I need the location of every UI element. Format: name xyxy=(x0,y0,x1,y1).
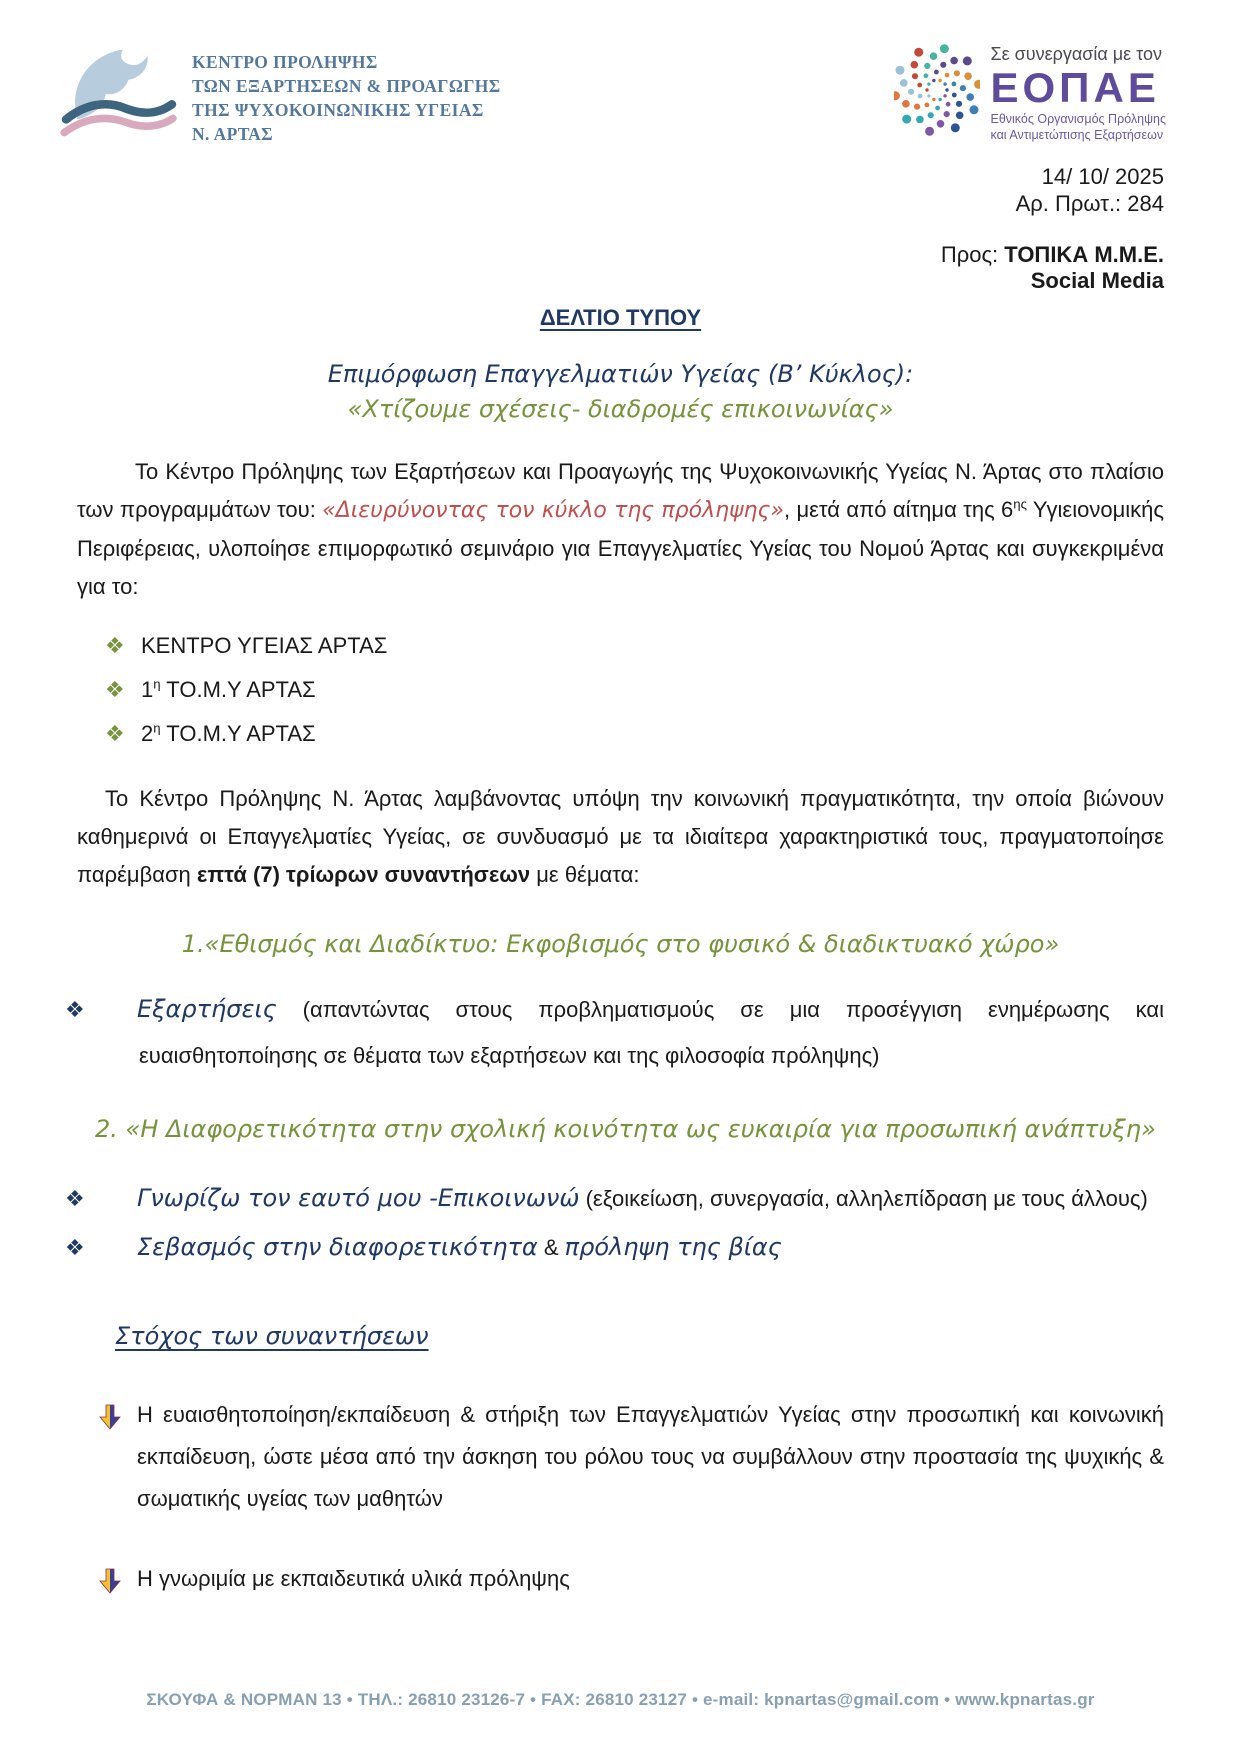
session-1-heading: 1.«Εθισμός και Διαδίκτυο: Εκφοβισμός στο φυσικό & διαδικτυακό χώρο» xyxy=(181,929,1060,958)
recipient-value-2: Social Media xyxy=(1030,268,1164,294)
org-name-line: ΤΗΣ ΨΥΧΟΚΟΙΝΩΝΙΚΗΣ ΥΓΕΙΑΣ xyxy=(192,100,484,121)
diamond-bullet-icon: ❖ xyxy=(105,632,125,658)
goal-item-1 xyxy=(77,1394,1164,1520)
footer-contact-line: ΣΚΟΥΦΑ & ΝΟΡΜΑΝ 13 • ΤΗΛ.: 26810 23126-7 • FAX: 26810 23127 • e-mail: kpnartas@gmail.com • www.kpnartas.gr xyxy=(146,1690,1095,1709)
diamond-bullet-icon: ❖ xyxy=(65,996,85,1022)
session-2-heading: 2. «Η Διαφορετικότητα στην σχολική κοινότητα ως ευκαιρία για προσωπική ανάπτυξη» xyxy=(95,1114,1156,1143)
body-paragraph-1 xyxy=(77,453,1164,606)
topic-description: (απαντώντας στους προβληματισμούς σε μια προσέγγιση ενημέρωσης και ευαισθητοποίησης σε θέματα των εξαρτήσεων και της φιλοσοφία πρόληψης) xyxy=(139,996,1164,1068)
topic-lead: Εξαρτήσεις xyxy=(137,994,277,1023)
eopae-subtitle-line: Εθνικός Οργανισμός Πρόληψης xyxy=(990,111,1166,126)
session-2-bullet-1 xyxy=(65,1176,1164,1221)
facility-name: ΚΕΝΤΡΟ ΥΓΕΙΑΣ ΑΡΤΑΣ xyxy=(141,632,388,658)
recipient-label: Προς: xyxy=(940,241,1005,267)
facility-name: ΤΟ.Μ.Υ ΑΡΤΑΣ xyxy=(160,720,316,746)
session-2-bullets xyxy=(65,1176,1164,1270)
org-name-line: ΚΕΝΤΡΟ ΠΡΟΛΗΨΗΣ xyxy=(192,52,378,72)
list-item xyxy=(77,712,1164,756)
recipient-line xyxy=(0,242,1164,269)
goal-item-2 xyxy=(77,1558,1164,1600)
session-2-bullet-2 xyxy=(65,1225,1164,1270)
ordinal-superscript: η xyxy=(153,676,161,692)
goals-heading: Στόχος των συναντήσεων xyxy=(115,1322,429,1351)
facility-name: ΤΟ.Μ.Υ ΑΡΤΑΣ xyxy=(160,676,316,702)
topic-lead: Γνωρίζω τον εαυτό μου -Επικοινωνώ xyxy=(137,1184,580,1213)
press-release-title: ΔΕΛΤΙΟ ΤΥΠΟΥ xyxy=(539,305,702,331)
prevention-center-logo xyxy=(60,40,501,149)
topic-description: (εξοικείωση, συνεργασία, αλληλεπίδραση με τους άλλους) xyxy=(579,1186,1148,1212)
eopae-logo xyxy=(894,38,1166,149)
partner-tagline: Σε συνεργασία με τον xyxy=(990,43,1163,64)
ordinal-superscript: η xyxy=(153,720,161,736)
topic-lead: Σεβασμός στην διαφορετικότητα xyxy=(137,1233,538,1262)
eopae-subtitle-line: και Αντιμετώπισης Εξαρτήσεων xyxy=(990,127,1164,142)
diamond-bullet-icon: ❖ xyxy=(105,720,125,746)
document-header xyxy=(0,0,1241,150)
paragraph1-text: Το Κέντρο Πρόληψης των Εξαρτήσεων και Προαγωγής της Ψυχοκοινωνικής Υγείας Ν. Άρτας στο πλαίσιο των προγραμμάτων του: xyxy=(77,458,1164,522)
document-body xyxy=(0,453,1241,1600)
arrow-bullet-icon xyxy=(99,1402,121,1444)
recipient-line-2 xyxy=(0,268,1164,295)
session-1-bullet xyxy=(65,986,1164,1079)
eopae-dots-icon xyxy=(894,38,980,149)
goal-text: Η ευαισθητοποίηση/εκπαίδευση & στήριξη των Επαγγελματιών Υγείας στην προσωπική και κοινωνική εκπαίδευση, ώστε μέσα από την άσκηση του ρόλου τους να συμβάλλουν στην προστασία της ψυχικής & σωματικής υγείας των μαθητών xyxy=(137,1402,1164,1512)
facility-number: 1 xyxy=(141,676,154,702)
paragraph1-text: , μετά από αίτημα της 6 xyxy=(783,496,1014,522)
org-name-line: ΤΩΝ ΕΞΑΡΤΗΣΕΩΝ & ΠΡΟΑΓΩΓΗΣ xyxy=(192,76,501,97)
recipient-value: ΤΟΠΙΚΑ Μ.Μ.Ε. xyxy=(1004,241,1164,267)
paragraph2-text: Το Κέντρο Πρόληψης Ν. Άρτας λαμβάνοντας υπόψη την κοινωνική πραγματικότητα, την οποία βιώνουν καθημερινά οι Επαγγελματίες Υγείας, σε συνδυασμό με τα ιδιαίτερα χαρακτηριστικά τους, πραγματοποίησε παρέμβαση xyxy=(77,785,1164,887)
sessions-count-bold: επτά (7) τρίωρων συναντήσεων xyxy=(196,861,531,887)
facility-number: 2 xyxy=(141,720,154,746)
seminar-title-line2: «Χτίζουμε σχέσεις- διαδρομές επικοινωνίας» xyxy=(347,395,894,424)
seminar-title-line1: Επιμόρφωση Επαγγελματιών Υγείας (Β’ Κύκλος): xyxy=(327,360,914,389)
org-name-line: Ν. ΑΡΤΑΣ xyxy=(192,124,274,145)
facilities-list xyxy=(77,624,1164,756)
arrow-bullet-icon xyxy=(99,1566,121,1608)
document-meta xyxy=(0,164,1241,218)
diamond-bullet-icon: ❖ xyxy=(65,1235,85,1261)
topic-amp: & xyxy=(537,1235,565,1261)
topic-lead: πρόληψη της βίας xyxy=(564,1233,782,1262)
program-name-highlight: «Διευρύνοντας τον κύκλο της πρόληψης» xyxy=(322,497,784,523)
paragraph1-text: Υγιειονομικής Περιφέρειας, υλοποίησε επιμορφωτικό σεμινάριο για Επαγγελματίες Υγείας του Νομού Άρτας και συγκεκριμένα για το: xyxy=(77,496,1164,599)
body-paragraph-2 xyxy=(77,780,1164,894)
list-item xyxy=(77,624,1164,668)
ordinal-superscript: ης xyxy=(1013,496,1027,512)
goal-text: Η γνωριμία με εκπαιδευτικά υλικά πρόληψης xyxy=(137,1566,570,1592)
list-item xyxy=(77,668,1164,712)
seminar-title xyxy=(0,357,1241,427)
dolphin-waves-icon xyxy=(60,40,178,149)
eopae-acronym: ΕΟΠΑΕ xyxy=(990,63,1160,111)
eopae-text-block xyxy=(990,44,1166,143)
diamond-bullet-icon: ❖ xyxy=(105,676,125,702)
prevention-center-name xyxy=(192,50,501,147)
paragraph2-text: με θέματα: xyxy=(530,861,640,887)
protocol-number: Αρ. Πρωτ.: 284 xyxy=(1015,190,1164,216)
recipient-block xyxy=(0,242,1241,296)
eopae-subtitle xyxy=(990,112,1166,143)
document-date: 14/ 10/ 2025 xyxy=(1041,164,1164,189)
diamond-bullet-icon: ❖ xyxy=(65,1186,85,1212)
